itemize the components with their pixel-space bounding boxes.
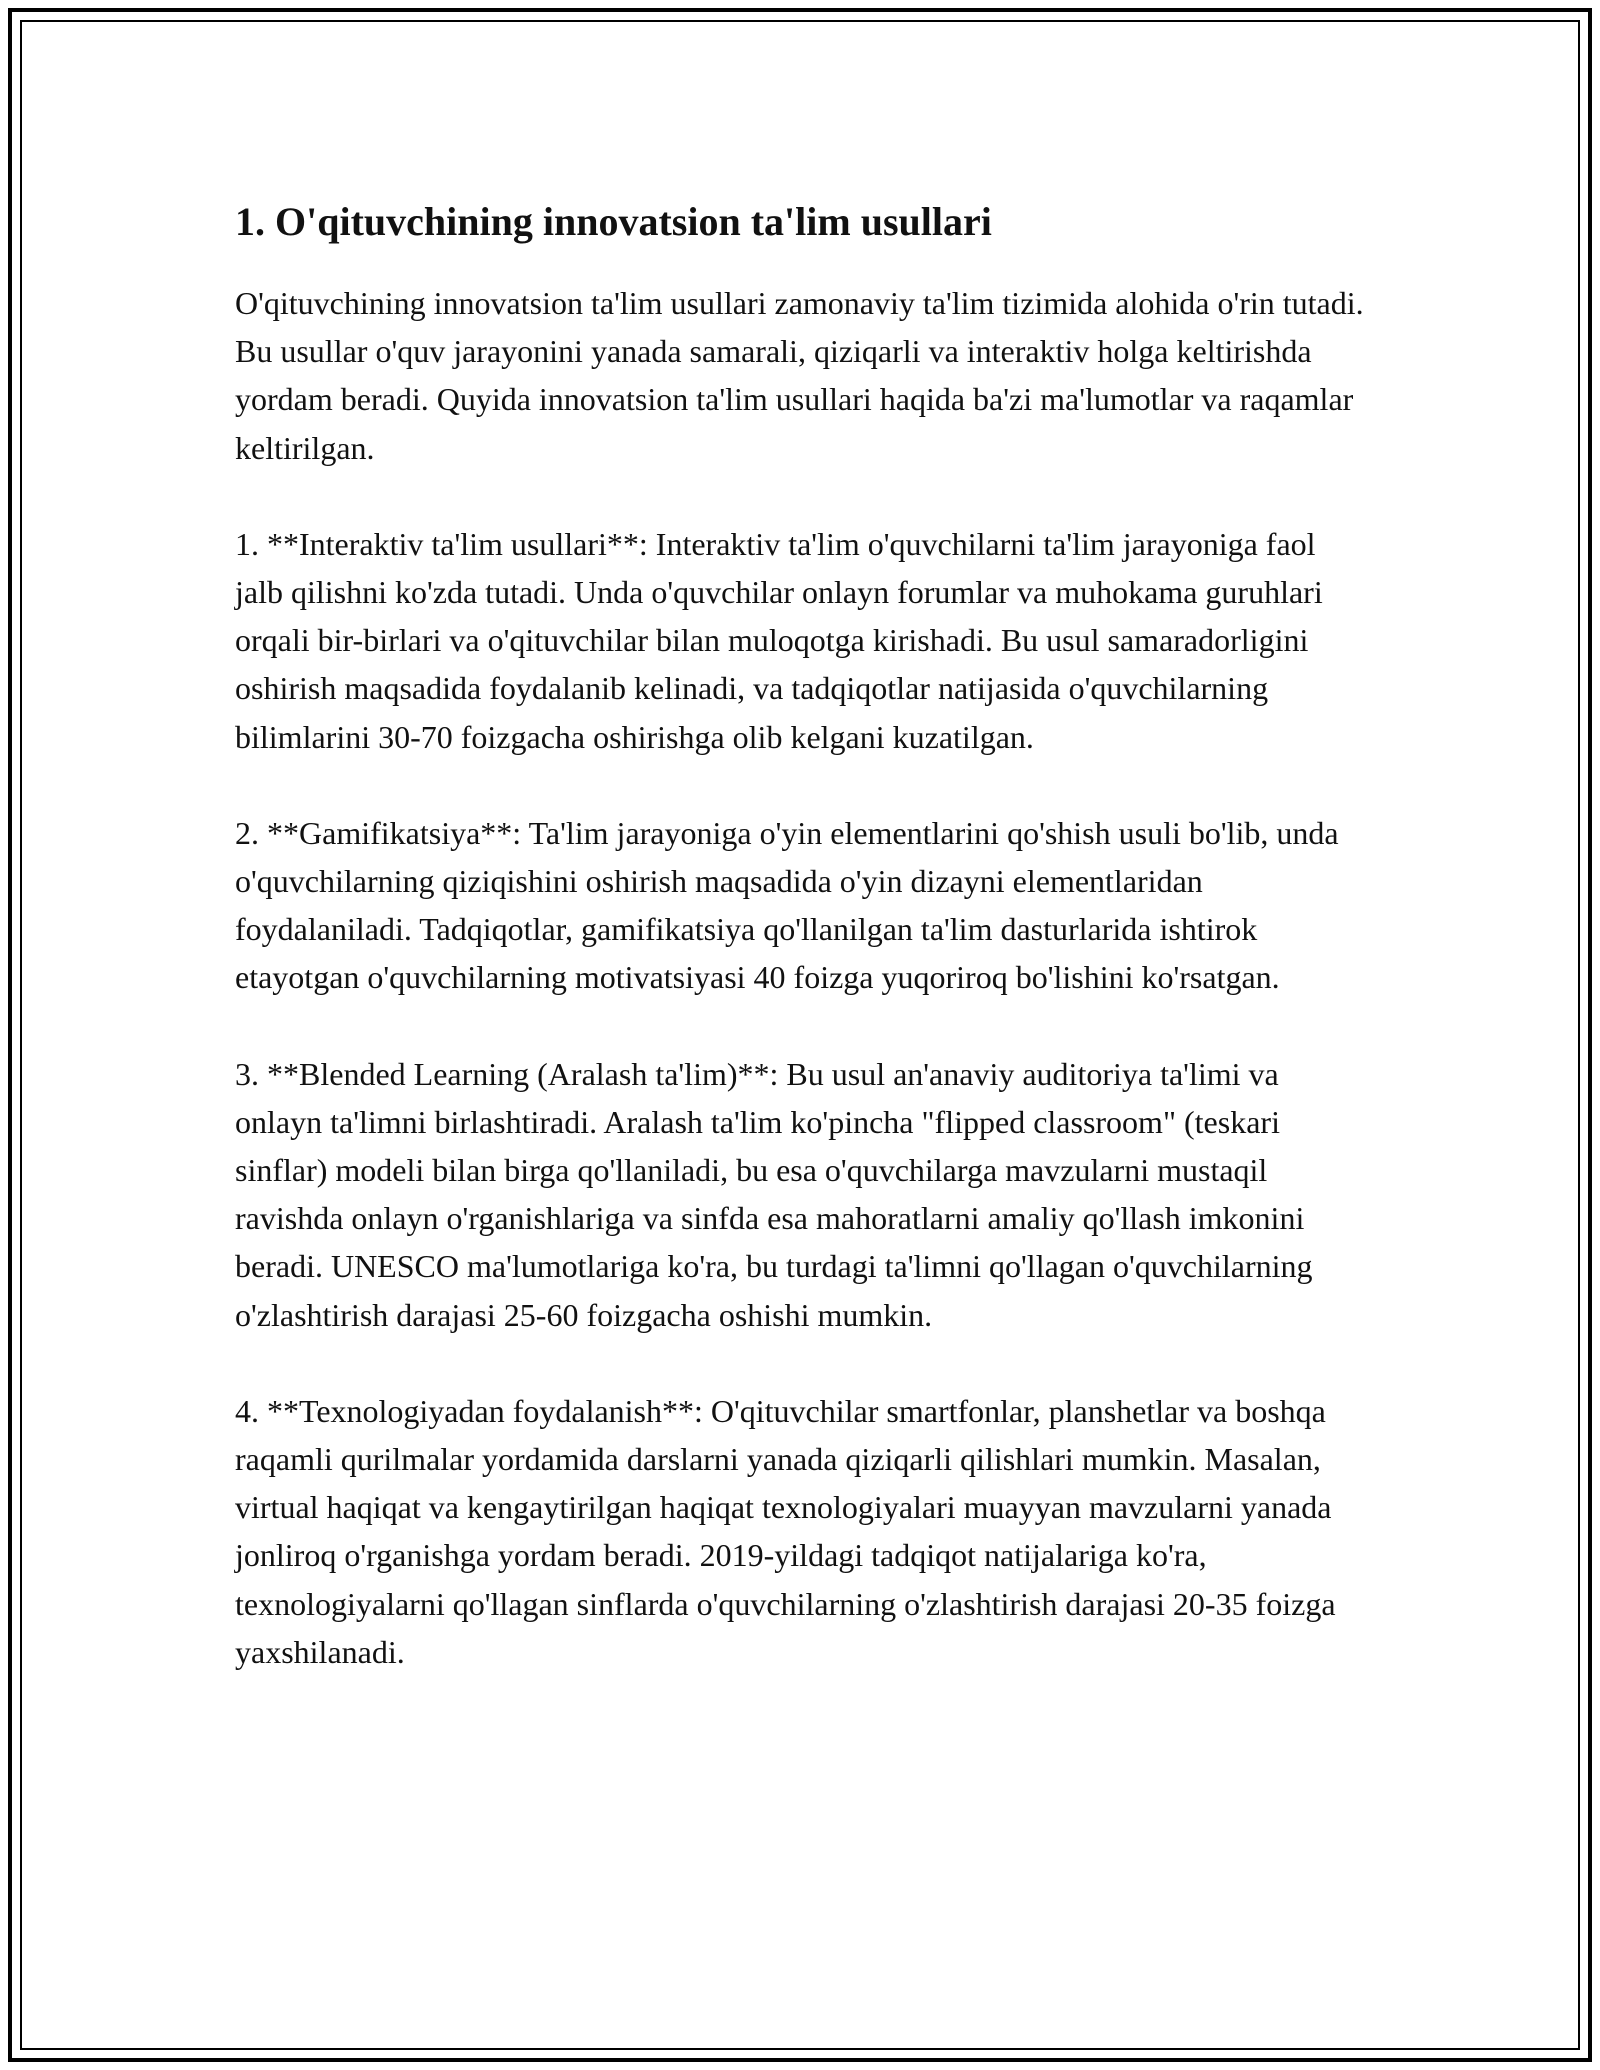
list-item-interactive-learning: 1. **Interaktiv ta'lim usullari**: Interaktiv ta'lim o'quvchilarni ta'lim jarayoniga faol jalb qilishni ko'zda tutadi. Unda o'quvchilar onlayn forumlar va muhokama guruhlari orqali bir-birlari va o'qituvchilar bilan muloqotga kirishadi. Bu usul samaradorligini oshirish maqsadida foydalanib kelinadi, va tadqiqotlar natijasida o'quvchilarning bilimlarini 30-70 foizgacha oshirishga olib kelgani kuzatilgan. xyxy=(235,525,1323,755)
list-item-blended-learning: 3. **Blended Learning (Aralash ta'lim)**: Bu usul an'anaviy auditoriya ta'limi va onlayn ta'limni birlashtiradi. Aralash ta'lim ko'pincha "flipped classroom" (teskari sinflar) modeli bilan birga qo'llaniladi, bu esa o'quvchilarga mavzularni mustaqil ravishda onlayn o'rganishlariga va sinfda esa mahoratlarni amaliy qo'llash imkonini beradi. UNESCO ma'lumotlariga ko'ra, bu turdagi ta'limni qo'llagan o'quvchilarning o'zlashtirish darajasi 25-60 foizgacha oshishi mumkin. xyxy=(235,1055,1313,1333)
intro-paragraph: O'qituvchining innovatsion ta'lim usullari zamonaviy ta'lim tizimida alohida o'rin tutadi. Bu usullar o'quv jarayonini yanada samarali, qiziqarli va interaktiv holga keltirishda yordam beradi. Quyida innovatsion ta'lim usullari haqida ba'zi ma'lumotlar va raqamlar keltirilgan. xyxy=(235,285,1364,466)
list-item-technology-use: 4. **Texnologiyadan foydalanish**: O'qituvchilar smartfonlar, planshetlar va boshqa raqamli qurilmalar yordamida darslarni yanada qiziqarli qilishlari mumkin. Masalan, virtual haqiqat va kengaytirilgan haqiqat texnologiyalari muayyan mavzularni yanada jonliroq o'rganishga yordam beradi. 2019-yildagi tadqiqot natijalariga ko'ra, texnologiyalarni qo'llagan sinflarda o'quvchilarning o'zlashtirish darajasi 20-35 foizga yaxshilanadi. xyxy=(235,1392,1336,1670)
document-body xyxy=(235,180,1365,1724)
document-title: 1. O'qituvchining innovatsion ta'lim usullari xyxy=(235,199,992,244)
list-item-gamification: 2. **Gamifikatsiya**: Ta'lim jarayoniga o'yin elementlarini qo'shish usuli bo'lib, unda o'quvchilarning qiziqishini oshirish maqsadida o'yin dizayni elementlaridan foydalaniladi. Tadqiqotlar, gamifikatsiya qo'llanilgan ta'lim dasturlarida ishtirok etayotgan o'quvchilarning motivatsiyasi 40 foizga yuqoriroq bo'lishini ko'rsatgan. xyxy=(235,814,1339,996)
